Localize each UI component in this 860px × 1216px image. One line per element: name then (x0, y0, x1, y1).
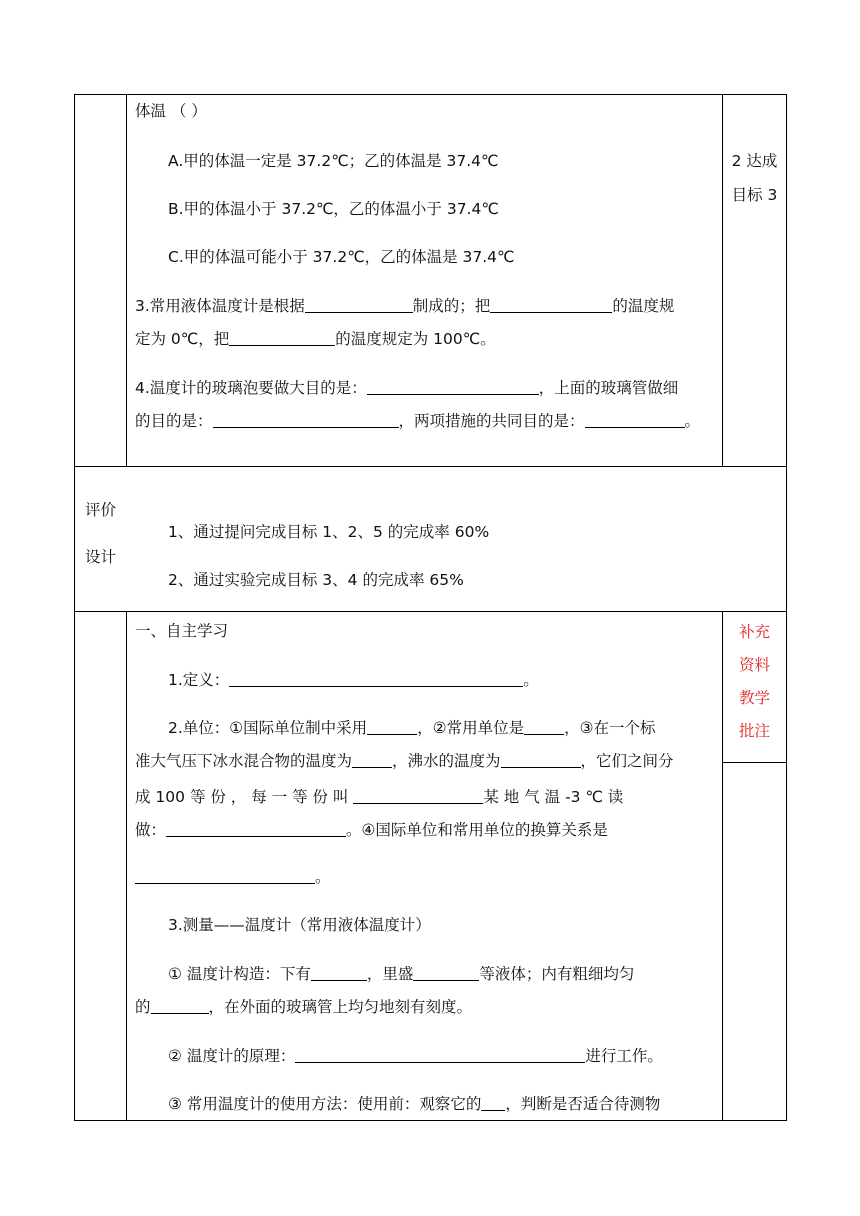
q3-blank-2[interactable] (490, 296, 612, 313)
unit-line-2 (135, 751, 674, 771)
m2-text-b: 进行工作。 (585, 1047, 663, 1065)
definition-line (168, 670, 539, 690)
m3-text-a: ③ 常用温度计的使用方法：使用前：观察它的 (168, 1095, 482, 1113)
unit-text-e: ，沸水的温度为 (392, 752, 501, 770)
eval-line-2: 2、通过实验完成目标 3、4 的完成率 65% (168, 571, 464, 589)
unit-blank-2[interactable] (524, 718, 564, 735)
unit-text-k: 。 (315, 868, 331, 886)
unit-text-h: 某 地 气 温 -3 ℃ 读 (483, 788, 624, 806)
q4-text-e: 。 (684, 412, 701, 430)
unit-blank-3[interactable] (352, 751, 392, 768)
question-stem: 体温 （ ） (135, 102, 207, 120)
note-line-3: 教学 (738, 689, 770, 707)
unit-line-3 (135, 787, 623, 807)
unit-line-4 (135, 820, 608, 840)
eval-line-1: 1、通过提问完成目标 1、2、5 的完成率 60% (168, 523, 490, 541)
m2-text-a: ② 温度计的原理： (168, 1047, 296, 1065)
usage-line (168, 1094, 660, 1114)
unit-text-i: 做： (135, 821, 167, 839)
unit-text-c: ，③在一个标 (564, 719, 656, 737)
unit-text-b: ，②常用单位是 (417, 719, 525, 737)
unit-blank-5[interactable] (353, 787, 483, 804)
structure-line-2 (135, 997, 472, 1017)
unit-text-f: ，它们之间分 (580, 752, 674, 770)
unit-blank-4[interactable] (501, 751, 581, 768)
def-text-a: 1.定义： (168, 671, 230, 689)
unit-blank-1[interactable] (367, 718, 417, 735)
table-right-border (786, 94, 787, 1121)
option-c: C.甲的体温可能小于 37.2℃，乙的体温是 37.4℃ (168, 248, 515, 266)
question-4-line-2 (135, 411, 700, 431)
structure-blank-3[interactable] (151, 997, 209, 1014)
note-line-4: 批注 (738, 722, 770, 740)
unit-text-g: 成 100 等 份 ， 每 一 等 份 叫 (135, 788, 349, 806)
m1-text-e: ，在外面的玻璃管上均匀地刻有刻度。 (208, 998, 473, 1016)
row-divider-2 (74, 611, 787, 612)
structure-blank-2[interactable] (413, 964, 479, 981)
q3-blank-3[interactable] (229, 329, 335, 346)
section-heading: 一、自主学习 (135, 622, 229, 640)
q4-text-a: 4.温度计的玻璃泡要做大目的是： (135, 379, 367, 397)
question-3-line-2 (135, 329, 496, 349)
table-top-border (74, 94, 787, 95)
definition-blank[interactable] (229, 670, 523, 687)
q3-text-d: 定为 0℃，把 (135, 330, 230, 348)
q4-text-d: ，两项措施的共同目的是： (398, 412, 585, 430)
eval-label-1: 评价 (84, 501, 116, 519)
option-b: B.甲的体温小于 37.2℃，乙的体温小于 37.4℃ (168, 200, 499, 218)
label-column-divider-bottom (126, 611, 127, 1121)
structure-line-1 (168, 964, 634, 984)
def-text-b: 。 (523, 671, 539, 689)
unit-blank-6[interactable] (166, 820, 346, 837)
m1-text-b: ，里盛 (366, 965, 414, 983)
q4-blank-3[interactable] (585, 411, 685, 428)
usage-blank[interactable] (481, 1094, 505, 1111)
measurement-heading: 3.测量——温度计（常用液体温度计） (168, 916, 431, 934)
unit-text-j: 。④国际单位和常用单位的换算关系是 (346, 821, 608, 839)
q4-blank-2[interactable] (213, 411, 399, 428)
q3-text-b: 制成的；把 (412, 297, 491, 315)
unit-blank-7[interactable] (135, 867, 315, 884)
option-a: A.甲的体温一定是 37.2℃；乙的体温是 37.4℃ (168, 152, 499, 170)
row-divider-1 (74, 466, 787, 467)
unit-line-1 (168, 718, 656, 738)
m3-text-b: ，判断是否适合待测物 (505, 1095, 661, 1113)
m1-text-a: ① 温度计构造：下有 (168, 965, 311, 983)
q3-blank-1[interactable] (305, 296, 413, 313)
q4-blank-1[interactable] (367, 378, 539, 395)
note-line-2: 资料 (738, 656, 770, 674)
table-left-border (74, 94, 75, 1121)
q4-text-c: 的目的是： (135, 412, 213, 430)
eval-label-2: 设计 (84, 548, 116, 566)
q3-text-a: 3.常用液体温度计是根据 (135, 297, 305, 315)
right-note-1: 2 达成 (731, 152, 778, 170)
m1-text-d: 的 (135, 998, 151, 1016)
q3-text-c: 的温度规 (612, 297, 675, 315)
unit-text-d: 准大气压下冰水混合物的温度为 (135, 752, 353, 770)
question-4-line-1 (135, 378, 678, 398)
principle-line (168, 1046, 663, 1066)
principle-blank[interactable] (295, 1046, 585, 1063)
right-note-2: 目标 3 (731, 186, 778, 204)
q3-text-e: 的温度规定为 100℃。 (335, 330, 496, 348)
m1-text-c: 等液体；内有粗细均匀 (479, 965, 635, 983)
unit-line-5 (135, 867, 331, 887)
note-line-1: 补充 (738, 623, 770, 641)
question-3-line-1 (135, 296, 674, 316)
unit-text-a: 2.单位：①国际单位制中采用 (168, 719, 368, 737)
label-column-divider-top (126, 94, 127, 466)
structure-blank-1[interactable] (311, 964, 367, 981)
table-bottom-border (74, 1120, 787, 1121)
note-cell-divider (722, 762, 787, 763)
q4-text-b: ，上面的玻璃管做细 (538, 379, 679, 397)
